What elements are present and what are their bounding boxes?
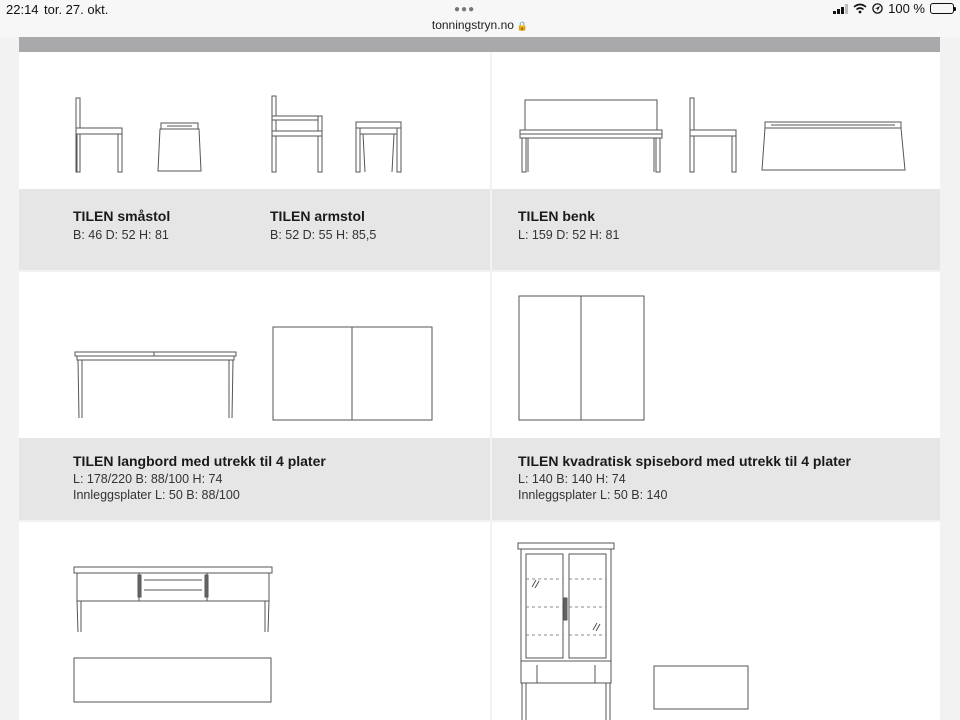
product-title[interactable]: TILEN armstol xyxy=(270,208,365,224)
product-card-sideboard[interactable] xyxy=(19,522,490,720)
wifi-icon xyxy=(853,3,867,14)
product-title[interactable]: TILEN langbord med utrekk til 4 plater xyxy=(73,453,326,469)
battery-text: 100 % xyxy=(888,1,925,16)
product-card-bench[interactable] xyxy=(492,52,940,189)
product-title[interactable]: TILEN benk xyxy=(518,208,596,224)
cabinet-front-drawing xyxy=(517,542,615,720)
cabinet-top-drawing xyxy=(653,665,749,710)
status-date: tor. 27. okt. xyxy=(44,2,109,17)
product-title[interactable]: TILEN småstol xyxy=(73,208,171,224)
url-text[interactable]: tonningstryn.no xyxy=(431,18,514,32)
caption-chairs xyxy=(19,189,490,270)
section-header-bar xyxy=(19,37,940,52)
location-icon xyxy=(872,3,883,14)
product-card-cabinet[interactable] xyxy=(492,522,940,720)
product-title[interactable]: TILEN kvadratisk spisebord med utrekk til 4 plater xyxy=(518,453,851,469)
product-card-square-table[interactable] xyxy=(492,272,940,438)
product-dimensions: L: 178/220 B: 88/100 H: 74 xyxy=(73,472,223,486)
lock-icon: 🔒 xyxy=(516,21,529,31)
product-inserts: Innleggsplater L: 50 B: 88/100 xyxy=(73,488,240,502)
product-dimensions: L: 140 B: 140 H: 74 xyxy=(518,472,626,486)
bench-end-drawing xyxy=(761,122,906,172)
caption-long-table xyxy=(19,438,490,520)
product-card-chairs[interactable] xyxy=(19,52,490,189)
product-inserts: Innleggsplater L: 50 B: 140 xyxy=(518,488,668,502)
more-dots-icon[interactable]: ●●● xyxy=(454,4,476,15)
armchair-side-drawing xyxy=(269,96,325,172)
status-bar xyxy=(0,0,960,37)
signal-bars-icon xyxy=(833,4,848,14)
long-table-side-drawing xyxy=(74,352,237,420)
caption-bench xyxy=(492,189,940,270)
long-table-top-drawing xyxy=(272,326,433,421)
battery-icon xyxy=(930,3,954,14)
armchair-front-drawing xyxy=(355,122,402,174)
caption-square-table xyxy=(492,438,940,520)
sideboard-front-drawing xyxy=(73,566,273,634)
product-dimensions: B: 46 D: 52 H: 81 xyxy=(73,228,169,242)
status-time: 22:14 xyxy=(6,2,39,17)
product-dimensions: L: 159 D: 52 H: 81 xyxy=(518,228,620,242)
sideboard-top-drawing xyxy=(73,657,272,703)
bench-front-drawing xyxy=(519,98,663,172)
status-indicators xyxy=(833,1,954,16)
product-card-long-table[interactable] xyxy=(19,272,490,438)
product-dimensions: B: 52 D: 55 H: 85,5 xyxy=(270,228,377,242)
bench-side-drawing xyxy=(688,98,738,172)
square-table-top-drawing xyxy=(518,295,645,421)
chair-side-drawing xyxy=(74,96,124,172)
address-bar[interactable] xyxy=(0,18,960,32)
chair-front-drawing xyxy=(157,123,202,173)
